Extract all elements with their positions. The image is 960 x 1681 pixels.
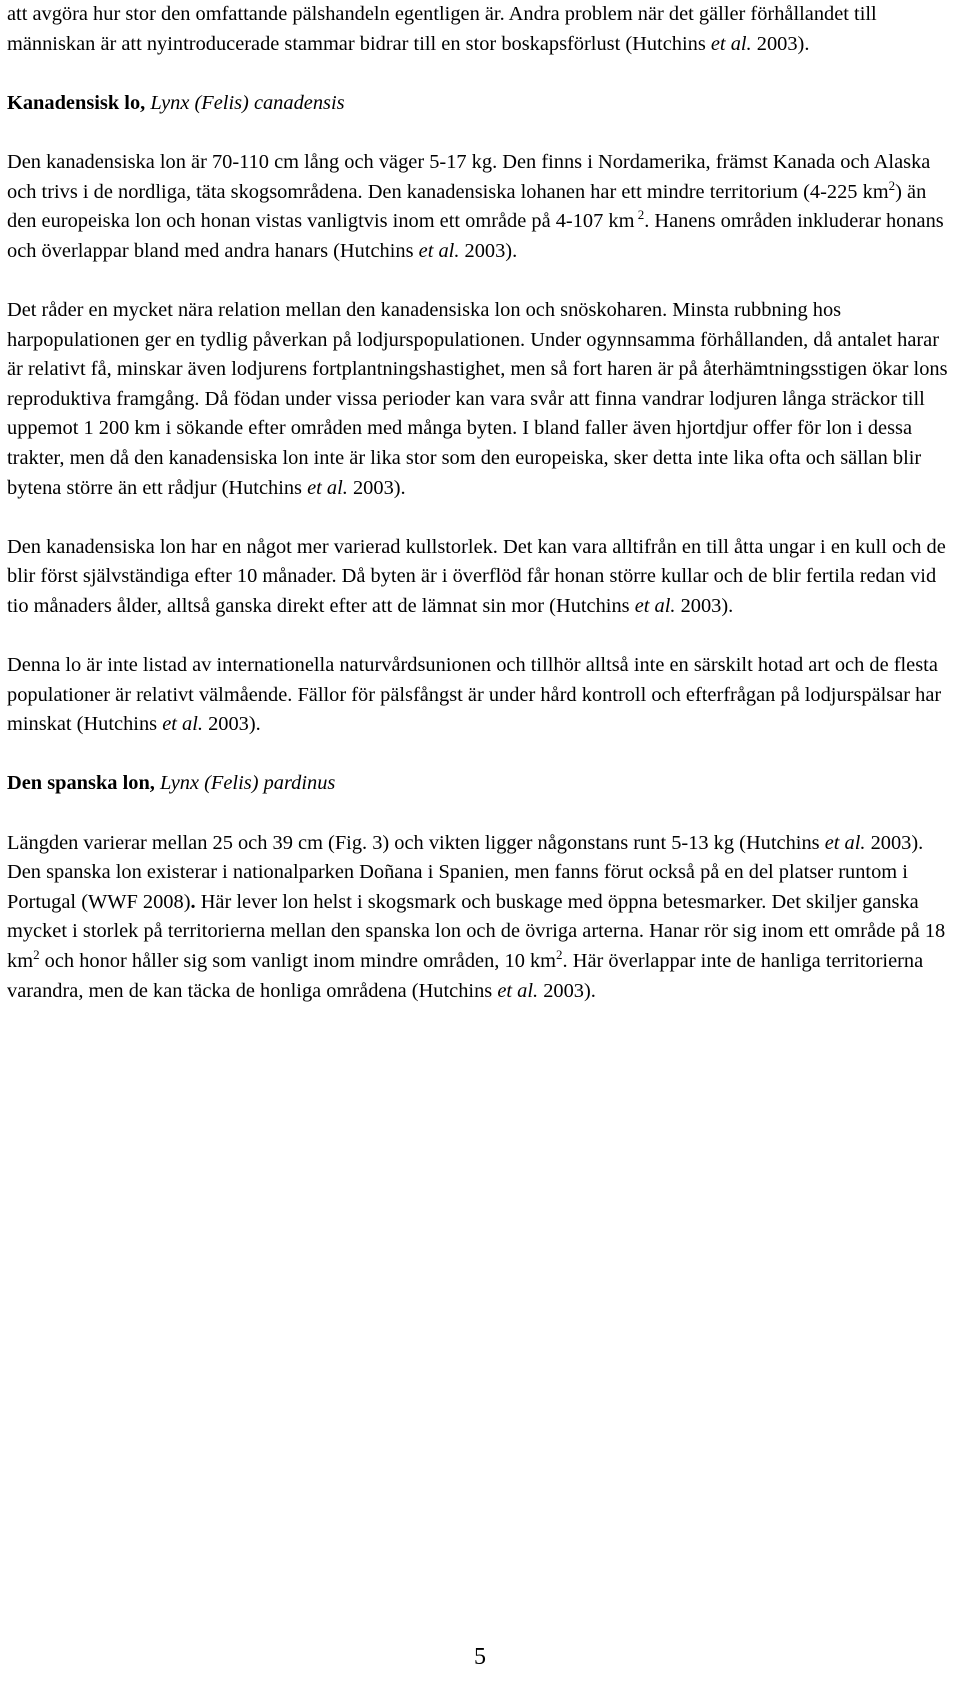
paragraph-litter-size: Den kanadensiska lon har en något mer varierad kullstorlek. Det kan vara alltifrån en till åtta ungar i en kull och de blir först självständiga efter 10 månader. Då byten är i överflöd får honan större kullar och de blir fertila redan vid tio månaders ålder, alltså ganska direkt efter att de lämnat sin mor (Hutchins et al. 2003). (7, 535, 946, 617)
paragraph-iberian-lynx: Längden varierar mellan 25 och 39 cm (Fig. 3) och vikten ligger någonstans runt 5-13 kg (Hutchins et al. 2003). Den spanska lon existerar i nationalparken Doñana i Spanien, men fanns förut också på en del platser runtom i Portugal (WWF 2008). Här lever lon helst i skogsmark och buskage med öppna betesmarker. Det skiljer ganska mycket i storlek på territorierna mellan den spanska lon och de övriga arterna. Hanar rör sig inom ett område på 18 $km^2$ och honor håller sig som vanligt inom mindre områden, 10 $km^2$. Här överlappar inte de hanliga territorierna varandra, men de kan täcka de honliga områdena (Hutchins et al. 2003). (7, 831, 946, 1002)
section-heading-iberian-lynx: Den spanska lon, Lynx (Felis) pardinus (7, 772, 336, 795)
spacer (7, 621, 955, 651)
spacer (7, 266, 955, 296)
paragraph-conservation-status: Denna lo är inte listad av internationella naturvårdsunionen och tillhör alltså inte en särskilt hotad art och de flesta populationer är relativt välmående. Fällor för pälsfångst är under hård kontroll och efterfrågan på lodjurspälsar har minskat (Hutchins et al. 2003). (7, 654, 942, 736)
spacer (7, 799, 955, 829)
spacer (7, 503, 955, 533)
spacer (7, 59, 955, 89)
paragraph-fur-trade: att avgöra hur stor den omfattande pälshandeln egentligen är. Andra problem när det gäller förhållandet till människan är att nyintroducerade stammar bidrar till en stor boskapsförlust (Hutchins et al. 2003). (7, 3, 877, 55)
paragraph-snowshoe-hare: Det råder en mycket nära relation mellan den kanadensiska lon och snöskoharen. Minsta rubbning hos harpopulationen ger en tydlig påverkan på lodjurspopulationen. Under ogynnsamma förhållanden, då antalet harar är relativt få, minskar även lodjurens fortplantningshastighet, men så fort haren är på återhämtningsstigen ökar lons reproduktiva framgång. Då födan under vissa perioder kan vara svår att finna vandrar lodjuren långa sträckor till uppemot 1 200 km i sökande efter områden med många byten. I bland faller även hjortdjur offer för lon i dessa trakter, men då den kanadensiska lon inte är lika stor som den europeiska, sker detta inte lika ofta och sällan blir bytena större än ett rådjur (Hutchins et al. 2003). (7, 298, 948, 499)
paragraph-canada-lynx-size: Den kanadensiska lon är 70-110 cm lång och väger 5-17 kg. Den finns i Nordamerika, främst Kanada och Alaska och trivs i de nordliga, täta skogsområdena. Den kanadensiska lohanen har ett mindre territorium (4-225 $km^2$) än den europeiska lon och honan vistas vanligtvis inom ett område på 4-107 km $^2$. Hanens områden inkluderar honans och överlappar bland med andra hanars (Hutchins et al. 2003). (7, 150, 944, 262)
section-heading-canada-lynx: Kanadensisk lo, Lynx (Felis) canadensis (7, 91, 345, 114)
page-number: 5 (474, 1644, 486, 1670)
document-page (7, 0, 955, 1006)
spacer (7, 118, 955, 148)
spacer (7, 740, 955, 770)
